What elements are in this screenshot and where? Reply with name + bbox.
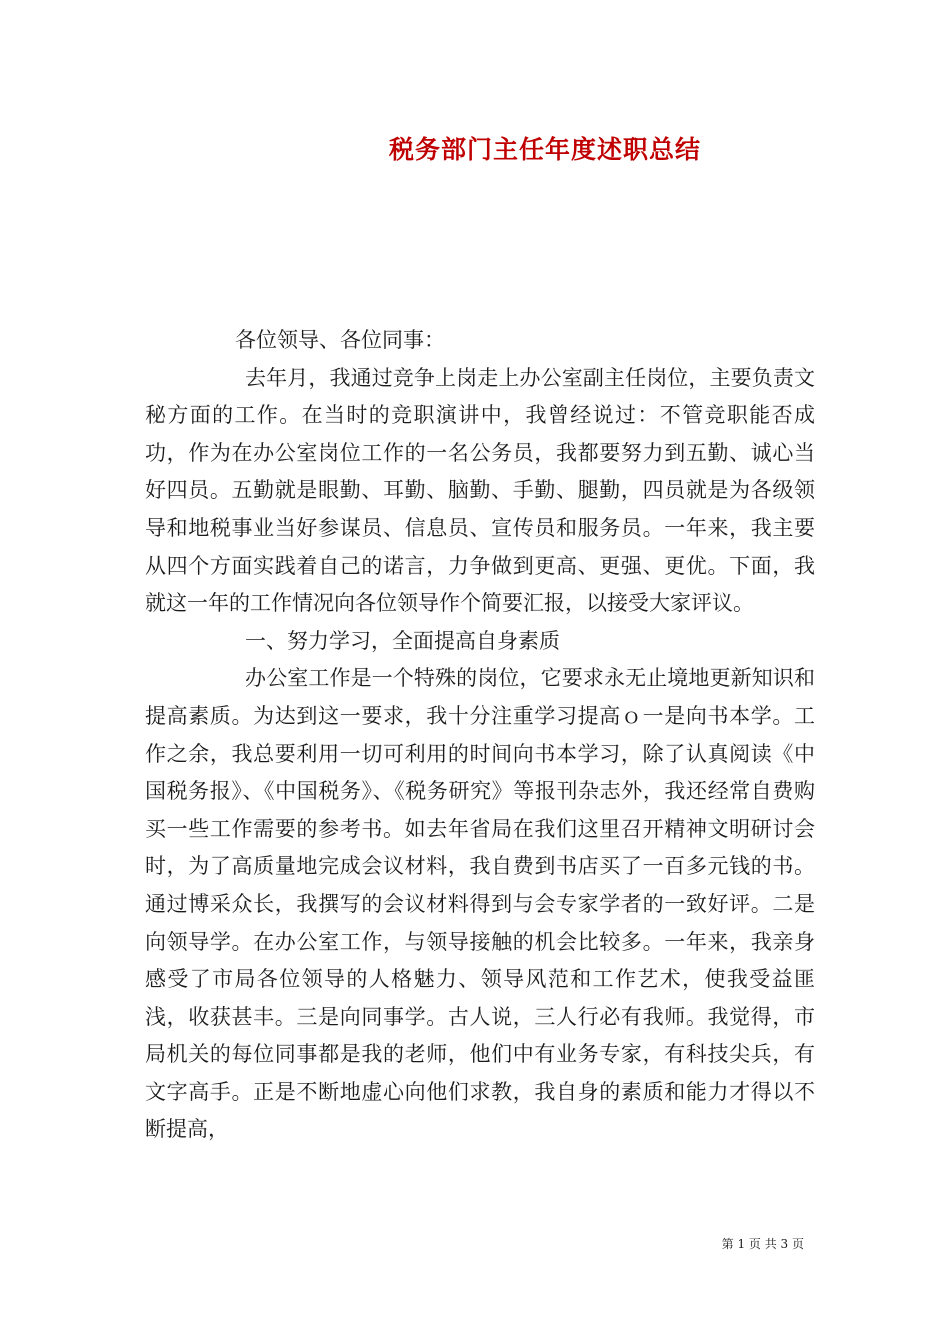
- document-body: [145, 322, 815, 1149]
- salutation: 各位领导、各位同事：: [235, 328, 445, 352]
- section-heading: 一、努力学习，全面提高自身素质: [245, 628, 560, 653]
- intro-paragraph: 去年月，我通过竞争上岗走上办公室副主任岗位，主要负责文秘方面的工作。在当时的竞职演讲中，我曾经说过：不管竞职能否成功，作为在办公室岗位工作的一名公务员，我都要努力到五勤、诚心当好四员。五勤就是眼勤、耳勤、脑勤、手勤、腿勤，四员就是为各级领导和地税事业当好参谋员、信息员、宣传员和服务员。一年来，我主要从四个方面实践着自己的诺言，力争做到更高、更强、更优。下面，我就这一年的工作情况向各位领导作个简要汇报，以接受大家评议。: [145, 365, 815, 616]
- page-number: 第 1 页 共 3 页: [721, 1237, 804, 1251]
- section-paragraph: 办公室工作是一个特殊的岗位，它要求永无止境地更新知识和提高素质。为达到这一要求，我十分注重学习提高ｏ一是向书本学。工作之余，我总要利用一切可利用的时间向书本学习，除了认真阅读《中国税务报》、《中国税务》、《税务研究》等报刊杂志外，我还经常自费购买一些工作需要的参考书。如去年省局在我们这里召开精神文明研讨会时，为了高质量地完成会议材料，我自费到书店买了一百多元钱的书。通过博采众长，我撰写的会议材料得到与会专家学者的一致好评。二是向领导学。在办公室工作，与领导接触的机会比较多。一年来，我亲身感受了市局各位领导的人格魅力、领导风范和工作艺术，使我受益匪浅，收获甚丰。三是向同事学。古人说，三人行必有我师。我觉得，市局机关的每位同事都是我的老师，他们中有业务专家，有科技尖兵，有文字高手。正是不断地虚心向他们求教，我自身的素质和能力才得以不断提高，: [145, 666, 815, 1142]
- document-title: 税务部门主任年度述职总结: [388, 135, 701, 164]
